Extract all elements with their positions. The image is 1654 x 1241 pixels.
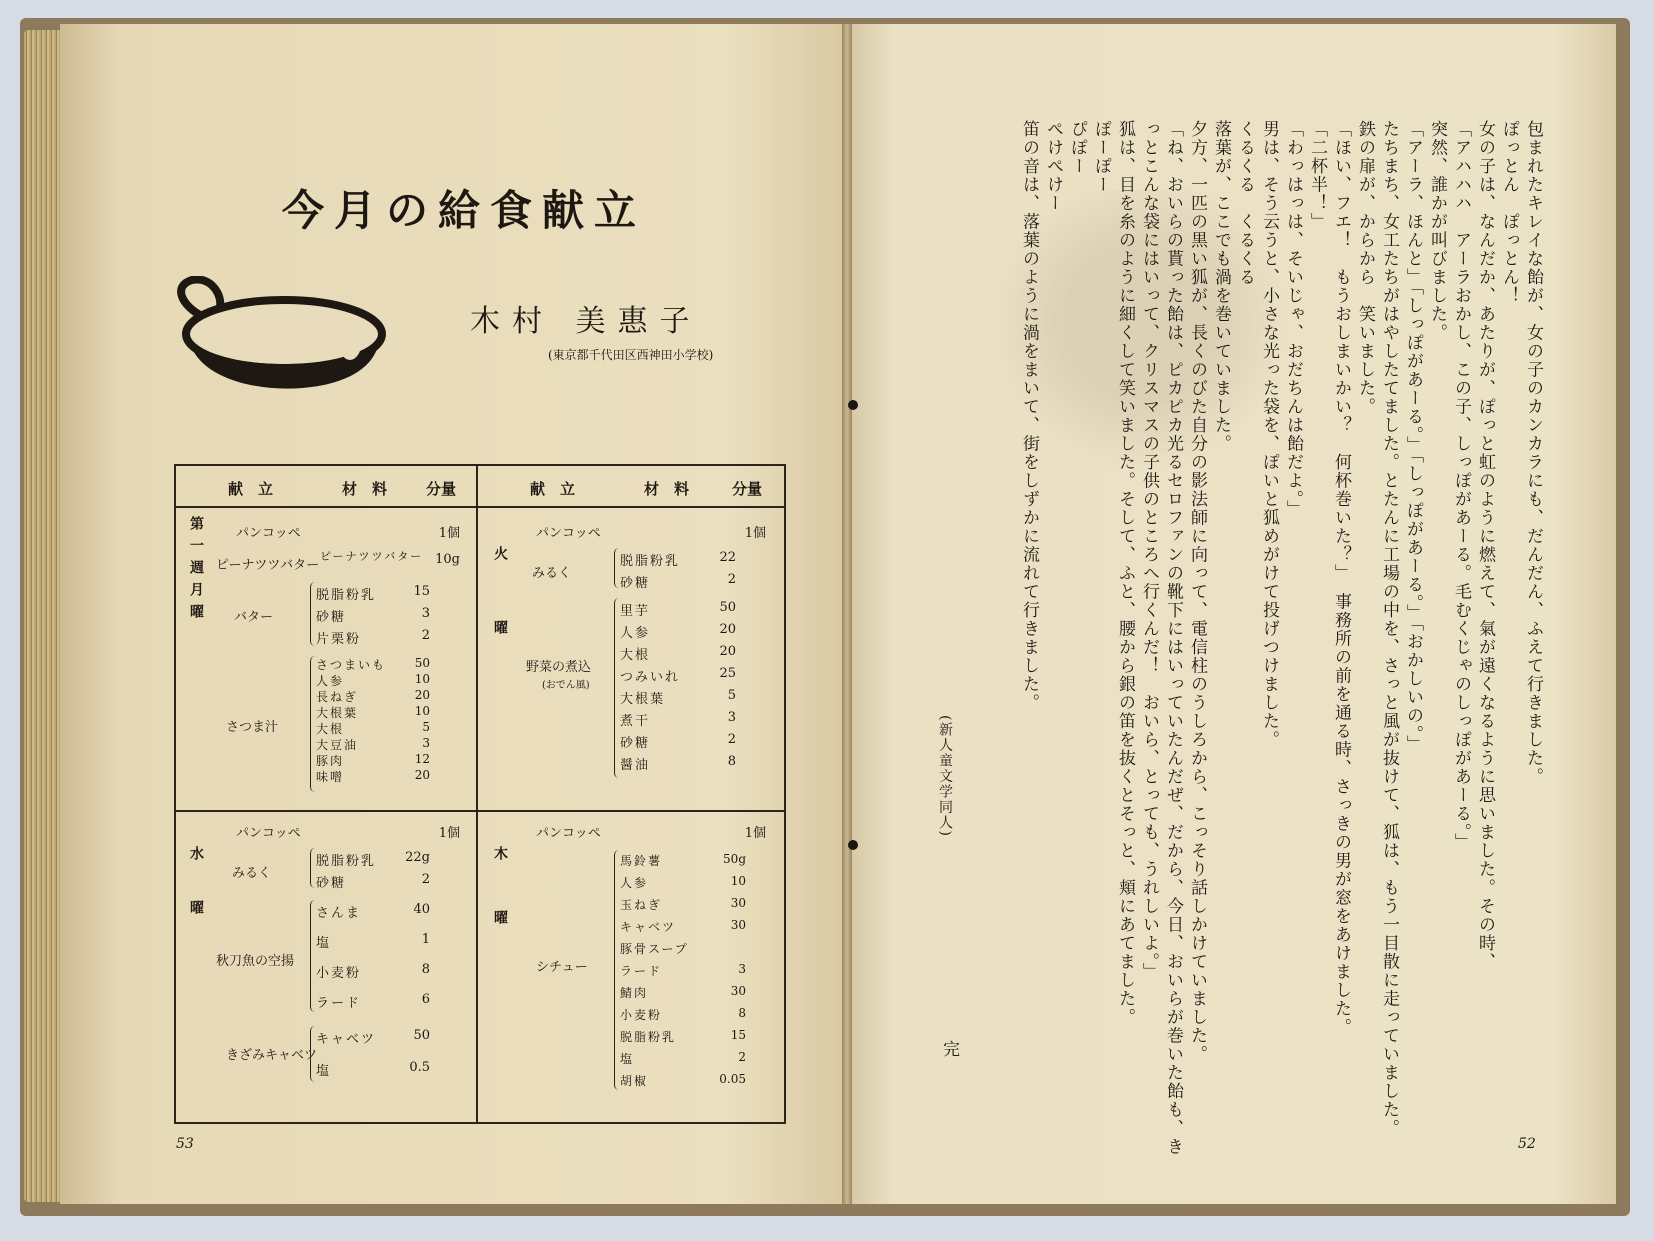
story-line: 「アーラ、ほんと」「しっぽがあーる。」「しっぽがあーる。」「おかしいの。」: [1403, 120, 1423, 754]
ingredient: 大根: [620, 648, 651, 663]
amount: 0.5: [409, 1060, 430, 1075]
dish-note: (おでん風): [542, 680, 590, 691]
amount: 10: [730, 874, 746, 888]
ingredient: 大豆油: [316, 738, 359, 752]
amount: 3: [421, 606, 430, 621]
amount: 1個: [744, 526, 766, 541]
dish-name: 秋刀魚の空揚: [216, 954, 295, 969]
ingredient: 塩: [316, 1064, 332, 1079]
ingredient: 小麦粉: [316, 966, 362, 981]
ingredient-brace: [310, 656, 315, 792]
header-amount: 分量: [426, 480, 457, 498]
amount: 10g: [435, 552, 460, 567]
amount: 5: [422, 720, 430, 734]
story-line: 「ね、おいらの貰った飴は、ピカピカ光るセロファンの靴下にはいっていたんだぜ、だから、今日、おいらが巻いた飴も、き: [1163, 120, 1183, 1156]
story-line: 狐は、目を糸のように細くして笑いました。そして、ふと、腰から銀の笛を抜くとそっと、頬にあてました。: [1115, 120, 1135, 1027]
table-header-left: [176, 466, 478, 508]
ingredient-brace: [310, 848, 315, 888]
ingredient: ラード: [620, 964, 663, 978]
amount: 3: [738, 962, 746, 976]
dish-name: シチュー: [536, 960, 588, 975]
amount: 25: [719, 666, 736, 681]
dish-name: さつま汁: [226, 720, 279, 735]
story-line: 「アハハハ アーラおかし、この子、しっぽがあーる。毛むくじゃのしっぽがあーる。」: [1451, 120, 1471, 852]
amount: 6: [421, 992, 430, 1007]
header-amount: 分量: [732, 480, 763, 498]
ingredient: 醤油: [620, 758, 651, 773]
dish-name: バター: [234, 610, 274, 625]
table-week-divider: [176, 810, 784, 812]
dish-name: パンコッペ: [536, 526, 601, 541]
amount: 10: [414, 704, 430, 718]
dish-name: パンコッペ: [236, 526, 301, 541]
amount: 15: [730, 1028, 746, 1042]
amount: 50: [413, 1028, 430, 1043]
story-line: ぽーぽー: [1091, 120, 1111, 194]
dish-name: ピーナツツバター: [216, 558, 320, 573]
end-mark: 完: [939, 1040, 959, 1059]
ingredient-brace: [614, 548, 619, 588]
story-line: ぴぽー: [1067, 120, 1087, 176]
day-label: 第一週月曜: [188, 516, 204, 626]
ingredient: さつまいも: [316, 658, 387, 672]
page-number-right: 52: [1518, 1136, 1536, 1152]
dish-name: パンコッペ: [536, 826, 601, 841]
dish-name: きざみキャベツ: [226, 1048, 318, 1063]
amount: 10: [414, 672, 430, 686]
ingredient: 玉ねぎ: [620, 898, 663, 912]
ingredient: 脱脂粉乳: [316, 588, 377, 603]
amount: 2: [738, 1050, 746, 1064]
day-label: 火曜: [492, 546, 508, 694]
ingredient: キャベツ: [620, 920, 677, 934]
ingredient: 砂糖: [316, 876, 347, 891]
page-title: 今月の給食献立: [282, 186, 647, 235]
ingredient: 大根: [316, 722, 345, 736]
story-line: ぺけぺけー: [1043, 120, 1063, 213]
amount: 3: [422, 736, 430, 750]
day-label: 水曜: [188, 846, 204, 954]
amount: 22: [719, 550, 736, 565]
ingredient: 大根葉: [620, 692, 666, 707]
story-line: 鉄の扉が、からから 笑いました。: [1355, 120, 1375, 416]
ingredient: 片栗粉: [316, 632, 362, 647]
ingredient: 鯖肉: [620, 986, 649, 1000]
header-menu: 献 立: [228, 480, 274, 498]
amount: 8: [421, 962, 430, 977]
story-line: 「二杯半！」: [1307, 120, 1327, 231]
ingredient: 長ねぎ: [316, 690, 359, 704]
ingredient: 豚肉: [316, 754, 345, 768]
story-line: 笛の音は、落葉のように渦をまいて、街をしずかに流れて行きました。: [1019, 120, 1039, 712]
ingredient: 人参: [316, 674, 345, 688]
amount: 8: [727, 754, 736, 769]
amount: 20: [719, 622, 736, 637]
amount: 2: [727, 572, 736, 587]
amount: 30: [730, 984, 746, 998]
amount: 20: [719, 644, 736, 659]
ingredient: 人参: [620, 876, 649, 890]
amount: 2: [421, 628, 430, 643]
ingredient: 煮干: [620, 714, 651, 729]
amount: 2: [727, 732, 736, 747]
ingredient: 脱脂粉乳: [316, 854, 377, 869]
amount: 30: [730, 896, 746, 910]
amount: 20: [414, 768, 430, 782]
author-name: 木村 美惠子: [470, 304, 702, 339]
ingredient: 塩: [620, 1052, 635, 1066]
amount: 50: [719, 600, 736, 615]
amount: 1: [421, 932, 430, 947]
ingredient: 大根葉: [316, 706, 359, 720]
ingredient: 豚骨スープ: [620, 942, 689, 956]
ingredient-brace: [310, 1026, 315, 1082]
dish-name: みるく: [232, 866, 272, 881]
amount: 22g: [405, 850, 430, 865]
story-line: 「ほい、フエ！ もうおしまいかい？ 何杯巻いた？」 事務所の前を通る時、さっきの男が窓をあけました。: [1331, 120, 1351, 1037]
amount: 12: [414, 752, 430, 766]
amount: 1個: [744, 826, 766, 841]
author-credit: (新人童文学同人): [937, 715, 953, 838]
ingredient: 胡椒: [620, 1074, 649, 1088]
ingredient: 砂糖: [620, 576, 651, 591]
amount: 3: [727, 710, 736, 725]
ingredient-brace: [310, 900, 315, 1012]
book-gutter: [842, 24, 852, 1204]
dish-name: 野菜の煮込: [526, 660, 592, 675]
header-ingredients: 材 料: [342, 480, 388, 498]
pot-illustration: [172, 276, 392, 396]
story-line: 突然、誰かが叫びました。: [1427, 120, 1447, 342]
ingredient: 脱脂粉乳: [620, 1030, 677, 1044]
page-edges: [24, 30, 64, 1202]
table-header-right: [478, 466, 784, 508]
ingredient: 小麦粉: [620, 1008, 663, 1022]
header-ingredients: 材 料: [644, 480, 690, 498]
amount: 40: [413, 902, 430, 917]
dish-name: パンコッペ: [236, 826, 301, 841]
amount: 20: [414, 688, 430, 702]
ingredient: 人参: [620, 626, 651, 641]
ingredient-brace: [310, 582, 315, 646]
story-line: っとこんな袋にはいって、クリスマスの子供のところへ行くんだ！ おいら、とっても、うれしいよ。」: [1139, 120, 1159, 981]
header-menu: 献 立: [530, 480, 576, 498]
ingredient: 味噌: [316, 770, 345, 784]
author-school: (東京都千代田区西神田小学校): [548, 348, 714, 362]
table-center-divider: [476, 466, 478, 1122]
menu-table: [174, 464, 786, 1124]
amount: 0.05: [719, 1072, 746, 1086]
ingredient: ラード: [316, 996, 362, 1011]
story-line: たちまち、女工たちがはやしたてました。とたんに工場の中を、さっと風が抜けて、狐は、もう一目散に走っていました。: [1379, 120, 1399, 1138]
story-line: 男は、そう云うと、小さな光った袋を、ぽいと狐めがけて投げつけました。: [1259, 120, 1279, 749]
ingredient: ピーナツツバター: [320, 550, 424, 563]
ingredient: さんま: [316, 906, 362, 921]
ingredient: 里芋: [620, 604, 651, 619]
binding-hole-upper: [848, 400, 858, 410]
story-line: 落葉が、ここでも渦を巻いていました。: [1211, 120, 1231, 453]
amount: 50: [414, 656, 430, 670]
amount: 2: [421, 872, 430, 887]
story-line: 包まれたキレイな飴が、女の子のカンカラにも、だんだん、ふえて行きました。: [1523, 120, 1543, 786]
day-label: 木曜: [492, 846, 508, 974]
amount: 15: [413, 584, 430, 599]
amount: 1個: [438, 826, 460, 841]
ingredient: キャベツ: [316, 1032, 377, 1047]
dish-name: みるく: [532, 566, 572, 581]
amount: 1個: [438, 526, 460, 541]
story-line: 「わっはっは、そいじゃ、おだちんは飴だよ。」: [1283, 120, 1303, 519]
ingredient: つみいれ: [620, 670, 681, 685]
ingredient: 脱脂粉乳: [620, 554, 681, 569]
amount: 5: [727, 688, 736, 703]
ingredient-brace: [614, 598, 619, 778]
page-number-left: 53: [176, 1136, 194, 1152]
amount: 50g: [723, 852, 746, 866]
story-line: ぽっとん ぽっとん！: [1499, 120, 1519, 305]
story-line: 夕方、一匹の黒い狐が、長くのびた自分の影法師に向って、電信柱のうしろから、こっそり話しかけていました。: [1187, 120, 1207, 1064]
ingredient: 塩: [316, 936, 332, 951]
story-line: 女の子は、なんだか、あたりが、ぽっと虹のように燃えて、氣が遠くなるように思いました。その時、: [1475, 120, 1495, 971]
story-line: くるくる くるくる: [1235, 120, 1255, 287]
ingredient-brace: [614, 850, 619, 1090]
binding-hole-lower: [848, 840, 858, 850]
ingredient: 砂糖: [316, 610, 347, 625]
amount: 30: [730, 918, 746, 932]
ingredient: 馬鈴薯: [620, 854, 663, 868]
amount: 8: [738, 1006, 746, 1020]
ingredient: 砂糖: [620, 736, 651, 751]
